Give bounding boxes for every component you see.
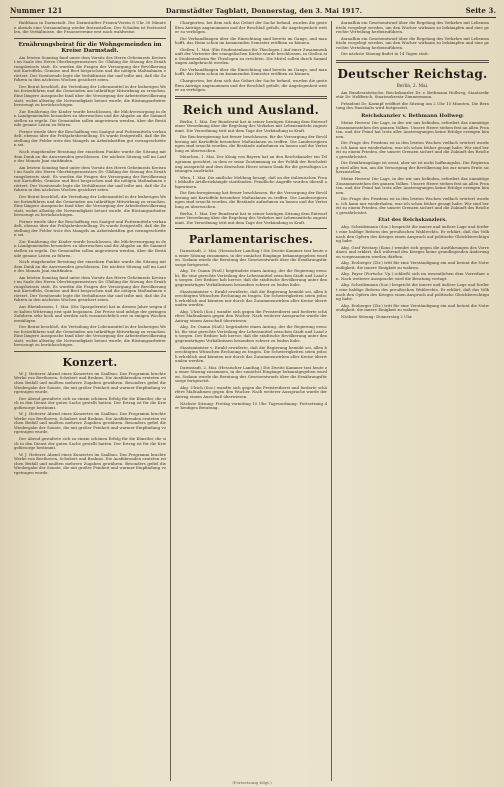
article-paragraph: Darmstadt, 2. Mai. (Hessischer Landtag.) Die Zweite Kammer trat heute zu einer Sitzung zusammen, in der zunächst Eingänge bekanntgegeben wurden. Sodann wurde die Beratung des Gesetzentwurfs über die Ernährungsfürsorge fortgesetzt.	[175, 248, 327, 267]
article-paragraph: Staatsminister v. Ewald erwiderte, daß die Regierung bemüht sei, allen berechtigten Wünschen Rechnung zu tragen. Die Schwierigkeiten seien jedoch erheblich und könnten nur durch das Zusammenwirken aller Kreise überwunden werden.	[175, 288, 327, 308]
article-paragraph: Berlin, 1. Mai. Der Bundesrat hat in seiner heutigen Sitzung dem Entwurf einer Verordnung über die Regelung des Verkehrs mit Lebensmitteln zugestimmt. Die Verordnung tritt mit dem Tage der Verkündung in Kraft.	[175, 118, 327, 133]
article-paragraph: Die Verhandlungen über die Einrichtung sind bereits im Gange, und man hofft, das Heim schon im kommenden Semester eröffnen zu können.	[175, 35, 327, 46]
column-1	[10, 21, 171, 781]
masthead	[10, 6, 496, 18]
article-paragraph: Die Verhandlungen über die Einrichtung sind bereits im Gange, und man hofft, das Heim schon im kommenden Semester eröffnen zu können.	[175, 66, 327, 77]
article-paragraph: München, 1. Mai. Der König von Bayern hat an den Reichskanzler ein Telegramm gerichtet, in dem er seine Zustimmung zu der Politik der Reichsleitung ausspricht und dem deutschen Heere seinen Dank für die gewaltigen Leistungen ausdrückt.	[175, 154, 327, 174]
article-paragraph: Der Beirat beschloß, die Verteilung der Lebensmittel in der bisherigen Weise fortzuführen und die Gemeinden um tatkräftige Mitwirkung zu ersuchen. Eine längere Aussprache fand über die Versorgung der Arbeiterbevölkerung statt, wobei allseitig die Notwendigkeit betont wurde, die Rüstungsarbeiter bevorzugt zu berücksichtigen.	[14, 324, 166, 348]
article-paragraph: Die Frage des Friedens ist in den letzten Wochen vielfach erörtert worden. Ich kann nur wiederholen, was ich schon früher gesagt habe: Wir sind bereit zu einem Frieden, der unsere Grenzen sichert und die Zukunft des Reiches gewährleistet.	[336, 196, 489, 215]
article-paragraph: Rathhaus in Darmstadt. Die Darmstädter Frauen-Verein 8 Uhr 30 Minuten abends eine Vorsammlung wieder festzustellen. Der Schaden ist festzustellen, die Verhältnisse, die Frauenvereine erst nach wahlweise.	[14, 21, 166, 35]
article-paragraph: Ferner wurde über die Beschaffung von Saatgut und Futtermitteln verhandelt, ebenso über die Frühjahrsbestellung. Es wurde festgestellt, daß die Bestellung der Felder trotz des Mangels an Arbeitskräften gut vorangeschritten sei.	[14, 128, 166, 148]
divider	[175, 96, 327, 99]
article-paragraph: Die Frage des Friedens ist in den letzten Wochen vielfach erörtert worden. Ich kann nur wiederholen, was ich schon früher gesagt habe: Wir sind bereit zu einem Frieden, der unsere Grenzen sichert und die Zukunft des Reiches gewährleistet.	[336, 140, 489, 159]
speaker-heading: Reichskanzler v. Bethmann Hollweg:	[361, 113, 464, 120]
section-headline: Reich und Ausland.	[182, 102, 320, 117]
article-paragraph: Abg. Payer (Fortschr. Vp.) schließt sich im wesentlichen dem Vorredner an. Nach weiterer Aussprache wird die Beratung vertagt.	[336, 271, 489, 281]
article-paragraph: Die Reichsregierung hat ferner beschlossen, für die Versorgung der Bevölkerung mit Kartoffeln besondere Maßnahmen zu treffen. Die Landesregierungen sind ersucht worden, die Bestände aufnehmen zu lassen und die Verteilung zu überwachen.	[175, 134, 327, 153]
article-paragraph: W. J. Heiterer Abend eines Konzertes im Saalbau: Das Programm brachte Werke von Beethoven, Schubert und Brahms. Die Ausführenden ernteten reichen Beifall und mußten mehrere Zugaben gewähren. Besonders gefiel die Wiedergabe der Sonate, die mit großer Feinheit und warmer Empfindung vorgetragen wurde.	[14, 451, 166, 475]
section-headline: Konzert.	[62, 355, 118, 369]
article-paragraph: Abg. Ulrich (Soz.) wandte sich gegen die Preistreiberei und forderte schärfere Maßnahmen gegen den Wucher. Nach weiterer Aussprache wurde der Antrag einem Ausschuß überwiesen.	[175, 384, 327, 399]
dateline: Berlin, 2. Mai.	[396, 83, 429, 89]
article-paragraph: Die Reichsregierung hat ferner beschlossen, für die Versorgung der Bevölkerung mit Kartoffeln besondere Maßnahmen zu treffen. Die Landesregierungen sind ersucht worden, die Bestände aufnehmen zu lassen und die Verteilung zu überwachen.	[175, 190, 327, 209]
article-paragraph: W. J. Heiterer Abend eines Konzertes im Saalbau: Das Programm brachte Werke von Beethoven, Schubert und Brahms. Die Ausführenden ernteten reichen Beifall und mußten mehrere Zugaben gewähren. Besonders gefiel die Wiedergabe der Sonate, die mit großer Feinheit und warmer Empfindung vorgetragen wurde.	[14, 411, 166, 435]
divider	[336, 60, 489, 63]
article-paragraph: Abg. Scheidemann (Soz.) bespricht die innere und äußere Lage und fordert eine baldige Reform des preußischen Wahlrechts. Er erklärt, daß das Volk nach den Opfern des Krieges einen Anspruch auf politische Gleichberechtigung habe.	[336, 224, 489, 244]
article-paragraph: Abg. Erzberger (Ztr.) tritt für eine Verständigung ein und betont die Notwendigkeit, die innere Einigkeit zu wahren.	[336, 260, 489, 270]
article-paragraph: Die Ernährungslage ist ernst, aber sie ist nicht hoffnungslos. Die Regierung wird alles tun, um die Versorgung der Bevölkerung bis zur neuen Ernte sicherzustellen.	[336, 160, 489, 175]
article-paragraph: Wien, 1. Mai. Die amtliche Meldung besagt, daß an der italienischen Front lebhafte Artilleriekämpfe stattfanden. Feindliche Angriffe wurden überall abgewiesen.	[175, 174, 327, 189]
article-paragraph: Meine Herren! Die Lage, in der wir uns befinden, erfordert das einmütige Zusammenstehen des ganzen Volkes. Unsere Heere stehen fest an allen Fronten, und der Feind hat trotz aller Anstrengungen keine Erfolge erringen können.	[336, 120, 489, 139]
newspaper-dateline: Darmstädter Tagblatt, Donnerstag, den 3. Mai 1917.	[165, 7, 363, 15]
section-headline: Deutscher Reichstag.	[337, 66, 488, 81]
article-paragraph: W. J. Heiterer Abend eines Konzertes im Saalbau: Das Programm brachte Werke von Beethoven, Schubert und Brahms. Die Ausführenden ernteten reichen Beifall und mußten mehrere Zugaben gewähren. Besonders gefiel die Wiedergabe der Sonate, die mit großer Feinheit und warmer Empfindung vorgetragen wurde.	[14, 370, 166, 395]
issue-number: Nummer 121	[10, 6, 63, 15]
article-paragraph: Berlin, 1. Mai. Der Bundesrat hat in seiner heutigen Sitzung dem Entwurf einer Verordnung über die Regelung des Verkehrs mit Lebensmitteln zugestimmt. Die Verordnung tritt mit dem Tage der Verkündung in Kraft.	[175, 210, 327, 225]
article-paragraph: daraufhin ein Gesetzentwurf über die Regelung des Verkehrs mit Lebensmitteln vorgelegt werden, um den Wucher wirksam zu bekämpfen und eine gerechte Verteilung herbeizuführen.	[336, 21, 489, 35]
column-2	[171, 21, 332, 781]
article-paragraph: Abg. Ulrich (Soz.) wandte sich gegen die Preistreiberei und forderte schärfere Maßnahmen gegen den Wucher. Nach weiterer Aussprache wurde der Antrag einem Ausschuß überwiesen.	[175, 308, 327, 323]
divider	[14, 351, 166, 352]
column-3	[332, 21, 493, 781]
article-paragraph: Der Abend gestaltete sich zu einem schönen Erfolg für die Künstler, die sich in den Dienst der guten Sache gestellt hatten. Der Ertrag ist für die Kriegsfürsorge bestimmt.	[14, 436, 166, 451]
article-paragraph: Nächste Sitzung: Freitag vormittag 10 Uhr. Tagesordnung: Fortsetzung der heutigen Beratung.	[175, 400, 327, 411]
article-paragraph: Meine Herren! Die Lage, in der wir uns befinden, erfordert das einmütige Zusammenstehen des ganzen Volkes. Unsere Heere stehen fest an allen Fronten, und der Feind hat trotz aller Anstrengungen keine Erfolge erringen können.	[336, 176, 489, 195]
article-paragraph: daraufhin ein Gesetzentwurf über die Regelung des Verkehrs mit Lebensmitteln vorgelegt werden, um den Wucher wirksam zu bekämpfen und eine gerechte Verteilung herbeizuführen.	[336, 35, 489, 50]
article-paragraph: Aus Rheinhessen, 1. Mai. (Die Spargelernte) hat in diesem Jahre wegen der kalten Witterung erst spät begonnen. Die Preise sind infolge der geringen Zufuhren sehr hoch und werden sich voraussichtlich erst in einigen Wochen ermäßigen.	[14, 303, 166, 323]
article-paragraph: Der Beirat beschloß, die Verteilung der Lebensmittel in der bisherigen Weise fortzuführen und die Gemeinden um tatkräftige Mitwirkung zu ersuchen. Eine längere Aussprache fand über die Versorgung der Arbeiterbevölkerung statt, wobei allseitig die Notwendigkeit betont wurde, die Rüstungsarbeiter bevorzugt zu berücksichtigen.	[14, 193, 166, 218]
article-paragraph: Zur Ernährung der Kinder wurde beschlossen, die Milchversorgung in den Landgemeinden besonders zu überwachen und die Abgabe an die Sammelstellen zu regeln. Die Gemeinden sollen angewiesen werden, über die Bestände genaue Listen zu führen.	[14, 108, 166, 128]
speaker-heading: Etat des Reichskanzlers.	[378, 217, 447, 224]
article-paragraph: Abg. Erzberger (Ztr.) tritt für eine Verständigung ein und betont die Notwendigkeit, die innere Einigkeit zu wahren.	[336, 302, 489, 313]
page-number: Seite 3.	[465, 6, 496, 15]
article-paragraph: Der Beirat beschloß, die Verteilung der Lebensmittel in der bisherigen Weise fortzuführen und die Gemeinden um tatkräftige Mitwirkung zu ersuchen. Eine längere Aussprache fand über die Versorgung der Arbeiterbevölkerung statt, wobei allseitig die Notwendigkeit betont wurde, die Rüstungsarbeiter bevorzugt zu berücksichtigen.	[14, 83, 166, 108]
article-paragraph: Nächste Sitzung: Donnerstag 2 Uhr.	[341, 313, 413, 319]
section-headline: Parlamentarisches.	[188, 233, 314, 247]
article-paragraph: Darmstadt, 2. Mai. (Hessischer Landtag.) Die Zweite Kammer trat heute zu einer Sitzung zusammen, in der zunächst Eingänge bekanntgegeben wurden. Sodann wurde die Beratung des Gesetzentwurfs über die Ernährungsfürsorge fortgesetzt.	[175, 364, 327, 384]
article-paragraph: Präsident Dr. Kaempf eröffnet die Sitzung um 2 Uhr 15 Minuten. Die Beratung des Haushalts wird fortgesetzt.	[336, 100, 489, 111]
article-paragraph: Am Bundesratstische: Reichskanzler Dr. v. Bethmann Hollweg, Staatssekretär Dr. Helfferich, Staatssekretär Zimmermann.	[336, 89, 489, 100]
article-paragraph: Am letzten Sonntag fand unter dem Vorsitz des Herrn Geheimrats Kreisrat im Saale des Herrn Oberbürgermeisters Dr. Gläßing die Sitzung des Ernährungsbeirats statt. Es wurden die Fragen der Versorgung der Bevölkerung mit Kartoffeln, Gemüse und Brot besprochen und die nötigen Maßnahmen erörtert. Der Vorsitzende legte die Verhältnisse dar und teilte mit, daß die Zufuhren in den nächsten Wochen gesichert seien.	[14, 54, 166, 83]
page-footer: (Fortsetzung folgt.)	[232, 780, 272, 785]
article-paragraph: Am letzten Sonntag fand unter dem Vorsitz des Herrn Geheimrats Kreisrat im Saale des Herrn Oberbürgermeisters Dr. Gläßing die Sitzung des Ernährungsbeirats statt. Es wurden die Fragen der Versorgung der Bevölkerung mit Kartoffeln, Gemüse und Brot besprochen und die nötigen Maßnahmen erörtert. Der Vorsitzende legte die Verhältnisse dar und teilte mit, daß die Zufuhren in den nächsten Wochen gesichert seien.	[14, 164, 166, 193]
article-headline: Ernährungsbeirat für die Wohngemeinden im Kreise Darmstadt.	[18, 41, 162, 54]
article-paragraph: Staatsminister v. Ewald erwiderte, daß die Regierung bemüht sei, allen berechtigten Wünschen Rechnung zu tragen. Die Schwierigkeiten seien jedoch erheblich und könnten nur durch das Zusammenwirken aller Kreise überwunden werden.	[175, 344, 327, 364]
article-paragraph: Abg. Graf Westarp (Kons.) wendet sich gegen die Ausführungen des Vorredners und erklärt, daß während des Krieges keine grundlegenden Änderungen vorgenommen werden dürften.	[336, 244, 489, 259]
article-paragraph: Die nächste Sitzung findet in 14 Tagen statt.	[341, 51, 430, 57]
article-paragraph: Nach eingehender Beratung der einzelnen Punkte wurde die Sitzung mit dem Dank an die Anwesenden geschlossen. Die nächste Sitzung soll im Laufe des Monats Juni stattfinden.	[14, 259, 166, 274]
article-paragraph: Chargierten, bei dem sich das Gebiet der Sache befand, wurden die gestellten Anträge angenommen und der Beschluß gefaßt, die Angelegenheit weiter zu verfolgen.	[175, 78, 327, 93]
article-paragraph: Abg. Scheidemann (Soz.) bespricht die innere und äußere Lage und fordert eine baldige Reform des preußischen Wahlrechts. Er erklärt, daß das Volk nach den Opfern des Krieges einen Anspruch auf politische Gleichberechtigung habe.	[336, 282, 489, 302]
divider	[175, 228, 327, 229]
divider	[14, 38, 166, 39]
article-paragraph: Gießen, 1. Mai. (Ein Studentenhaus für Theologen.) Auf einer Zusammenkunft der Vertreter der evangelischen Kirche wurde beschlossen, in Gießen ein Studentenheim für Theologen zu errichten. Die Mittel sollen durch Sammlungen aufgebracht werden.	[175, 46, 327, 66]
article-paragraph: Der Abend gestaltete sich zu einem schönen Erfolg für die Künstler, die sich in den Dienst der guten Sache gestellt hatten. Der Ertrag ist für die Kriegsfürsorge bestimmt.	[14, 395, 166, 410]
article-paragraph: Am letzten Sonntag fand unter dem Vorsitz des Herrn Geheimrats Kreisrat im Saale des Herrn Oberbürgermeisters Dr. Gläßing die Sitzung des Ernährungsbeirats statt. Es wurden die Fragen der Versorgung der Bevölkerung mit Kartoffeln, Gemüse und Brot besprochen und die nötigen Maßnahmen erörtert. Der Vorsitzende legte die Verhältnisse dar und teilte mit, daß die Zufuhren in den nächsten Wochen gesichert seien.	[14, 274, 166, 303]
article-paragraph: Nach eingehender Beratung der einzelnen Punkte wurde die Sitzung mit dem Dank an die Anwesenden geschlossen. Die nächste Sitzung soll im Laufe des Monats Juni stattfinden.	[14, 149, 166, 164]
article-paragraph: Zur Ernährung der Kinder wurde beschlossen, die Milchversorgung in den Landgemeinden besonders zu überwachen und die Abgabe an die Sammelstellen zu regeln. Die Gemeinden sollen angewiesen werden, über die Bestände genaue Listen zu führen.	[14, 238, 166, 258]
article-paragraph: Abg. Dr. Osann (Natl.) begründete einen Antrag, der die Regierung ersucht, für eine gerechte Verteilung der Lebensmittel zwischen Stadt und Land zu sorgen. Der Redner hob hervor, daß die städtische Bevölkerung unter den gegenwärtigen Verhältnissen besonders schwer zu leiden habe.	[175, 268, 327, 287]
article-paragraph: Abg. Dr. Osann (Natl.) begründete einen Antrag, der die Regierung ersucht, für eine gerechte Verteilung der Lebensmittel zwischen Stadt und Land zu sorgen. Der Redner hob hervor, daß die städtische Bevölkerung unter den gegenwärtigen Verhältnissen besonders schwer zu leiden habe.	[175, 324, 327, 343]
article-paragraph: Chargierten, bei dem sich das Gebiet der Sache befand, wurden die gestellten Anträge angenommen und der Beschluß gefaßt, die Angelegenheit weiter zu verfolgen.	[175, 21, 327, 35]
article-paragraph: Ferner wurde über die Beschaffung von Saatgut und Futtermitteln verhandelt, ebenso über die Frühjahrsbestellung. Es wurde festgestellt, daß die Bestellung der Felder trotz des Mangels an Arbeitskräften gut vorangeschritten sei.	[14, 218, 166, 238]
